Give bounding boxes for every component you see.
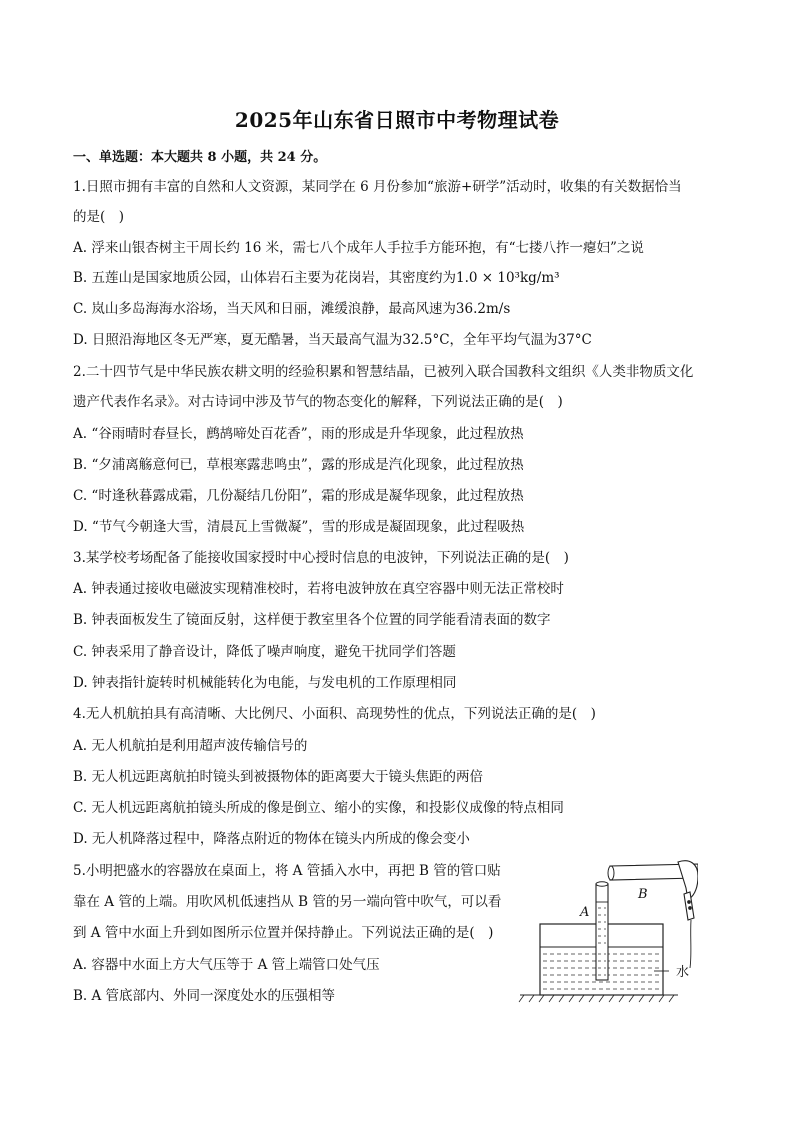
experiment-figure — [518, 858, 698, 1004]
text-line: 4.无人机航拍具有高清晰、大比例尺、小面积、高现势性的优点，下列说法正确的是( ) — [73, 706, 596, 722]
page-title: 2025年山东省日照市中考物理试卷 — [234, 108, 560, 132]
option-line: C. 无人机远距离航拍镜头所成的像是倒立、缩小的实像，和投影仪成像的特点相同 — [73, 800, 564, 816]
option-line: B. 无人机远距离航拍时镜头到被摄物体的距离要大于镜头焦距的两倍 — [73, 769, 484, 785]
option-line: D. “节气今朝逢大雪，清晨瓦上雪微凝”，雪的形成是凝固现象，此过程吸热 — [73, 519, 525, 535]
option-line: A. 容器中水面上方大气压等于 A 管上端管口处气压 — [73, 957, 380, 973]
label-a: A — [580, 905, 590, 920]
option-line: B. A 管底部内、外同一深度处水的压强相等 — [73, 988, 336, 1004]
text-line: 1.日照市拥有丰富的自然和人文资源，某同学在 6 月份参加“旅游+研学”活动时，收集的有关数据恰当 — [73, 179, 682, 195]
option-line: A. 浮来山银杏树主干周长约 16 米，需七八个成年人手拉手方能环抱，有“七搂八拃一瘪妇”之说 — [73, 240, 644, 256]
text-line: 3.某学校考场配备了能接收国家授时中心授时信息的电波钟，下列说法正确的是( ) — [73, 550, 569, 566]
option-line: A. 无人机航拍是利用超声波传输信号的 — [73, 738, 308, 754]
option-line: C. 岚山多岛海海水浴场，当天风和日丽，滩缓浪静，最高风速为36.2m/s — [73, 301, 511, 317]
label-water: 水 — [676, 965, 690, 980]
text-line: 2.二十四节气是中华民族农耕文明的经验积累和智慧结晶，已被列入联合国教科文组织《人类非物质文化 — [73, 364, 694, 380]
option-line: A. “谷雨晴时春昼长，鹧鸪啼处百花香”，雨的形成是升华现象，此过程放热 — [73, 426, 524, 442]
option-line: C. “时逢秋暮露成霜，几份凝结几份阳”，霜的形成是凝华现象，此过程放热 — [73, 488, 524, 504]
option-line: D. 钟表指针旋转时机械能转化为电能，与发电机的工作原理相同 — [73, 675, 457, 691]
option-line: B. “夕浦离觞意何已，草根寒露悲鸣虫”，露的形成是汽化现象，此过程放热 — [73, 457, 524, 473]
option-line: A. 钟表通过接收电磁波实现精准校时，若将电波钟放在真空容器中则无法正常校时 — [73, 581, 564, 597]
text-line: 遗产代表作名录》。对古诗词中涉及节气的物态变化的解释，下列说法正确的是( ) — [73, 394, 563, 410]
text-line: 5.小明把盛水的容器放在桌面上，将 A 管插入水中，再把 B 管的管口贴 — [73, 863, 501, 879]
option-line: B. 五莲山是国家地质公园，山体岩石主要为花岗岩，其密度约为1.0 × 10³kg/m³ — [73, 270, 560, 286]
text-line: 到 A 管中水面上升到如图所示位置并保持静止。下列说法正确的是( ) — [73, 925, 494, 941]
option-line: C. 钟表采用了静音设计，降低了噪声响度，避免干扰同学们答题 — [73, 644, 456, 660]
option-line: D. 无人机降落过程中，降落点附近的物体在镜头内所成的像会变小 — [73, 831, 470, 847]
label-b: B — [638, 887, 648, 902]
table-surface — [519, 995, 678, 1002]
option-line: B. 钟表面板发生了镜面反射，这样便于教室里各个位置的同学能看清表面的数字 — [73, 612, 551, 628]
section-heading: 一、单选题：本大题共 8 小题，共 24 分。 — [73, 150, 327, 165]
text-line: 靠在 A 管的上端。用吹风机低速挡从 B 管的另一端向管中吹气，可以看 — [73, 894, 502, 910]
tube-a — [596, 882, 608, 980]
option-line: D. 日照沿海地区冬无严寒，夏无酷暑，当天最高气温为32.5°C，全年平均气温为37°C — [73, 332, 592, 348]
text-line: 的是( ) — [73, 209, 125, 225]
